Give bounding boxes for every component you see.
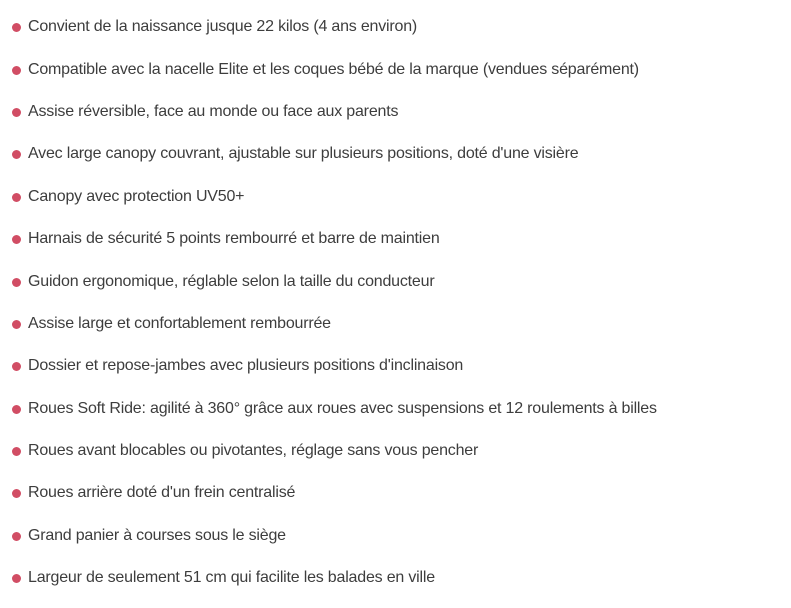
list-item bbox=[12, 48, 791, 90]
bullet-icon bbox=[12, 23, 21, 32]
list-item bbox=[12, 388, 791, 430]
list-item bbox=[12, 472, 791, 514]
feature-text: Canopy avec protection UV50+ bbox=[28, 187, 245, 205]
list-item bbox=[12, 557, 791, 599]
feature-text: Assise réversible, face au monde ou face aux parents bbox=[28, 102, 399, 120]
list-item bbox=[12, 515, 791, 557]
bullet-icon bbox=[12, 489, 21, 498]
bullet-icon bbox=[12, 532, 21, 541]
bullet-icon bbox=[12, 447, 21, 456]
feature-text: Largeur de seulement 51 cm qui facilite les balades en ville bbox=[28, 569, 435, 587]
feature-text: Roues arrière doté d'un frein centralisé bbox=[28, 484, 296, 502]
feature-text: Convient de la naissance jusque 22 kilos (4 ans environ) bbox=[28, 18, 418, 36]
bullet-icon bbox=[12, 405, 21, 414]
bullet-icon bbox=[12, 150, 21, 159]
feature-text: Compatible avec la nacelle Elite et les coques bébé de la marque (vendues séparément) bbox=[28, 60, 639, 78]
list-item bbox=[12, 218, 791, 260]
bullet-icon bbox=[12, 362, 21, 371]
list-item bbox=[12, 345, 791, 387]
feature-text: Grand panier à courses sous le siège bbox=[28, 526, 286, 544]
list-item bbox=[12, 303, 791, 345]
feature-text: Guidon ergonomique, réglable selon la taille du conducteur bbox=[28, 272, 435, 290]
bullet-icon bbox=[12, 278, 21, 287]
bullet-icon bbox=[12, 108, 21, 117]
list-item bbox=[12, 133, 791, 175]
bullet-icon bbox=[12, 320, 21, 329]
bullet-icon bbox=[12, 235, 21, 244]
list-item bbox=[12, 91, 791, 133]
list-item bbox=[12, 260, 791, 302]
list-item bbox=[12, 176, 791, 218]
list-item bbox=[12, 430, 791, 472]
feature-text: Dossier et repose-jambes avec plusieurs positions d'inclinaison bbox=[28, 357, 464, 375]
bullet-icon bbox=[12, 193, 21, 202]
feature-text: Roues avant blocables ou pivotantes, réglage sans vous pencher bbox=[28, 442, 479, 460]
feature-text: Harnais de sécurité 5 points rembourré et barre de maintien bbox=[28, 230, 440, 248]
feature-text: Avec large canopy couvrant, ajustable sur plusieurs positions, doté d'une visière bbox=[28, 145, 579, 163]
feature-text: Assise large et confortablement rembourrée bbox=[28, 314, 331, 332]
bullet-icon bbox=[12, 574, 21, 583]
bullet-icon bbox=[12, 66, 21, 75]
feature-text: Roues Soft Ride: agilité à 360° grâce aux roues avec suspensions et 12 roulements à billes bbox=[28, 399, 657, 417]
list-item bbox=[12, 6, 791, 48]
